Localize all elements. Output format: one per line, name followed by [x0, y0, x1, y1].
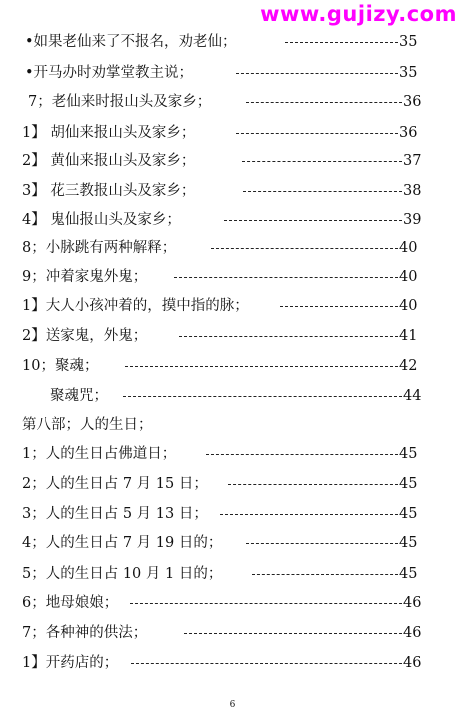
toc-entry	[0, 652, 465, 674]
toc-entry-page: 45	[399, 446, 418, 462]
toc-entry	[0, 443, 465, 465]
toc-entry-page: 46	[403, 595, 422, 611]
toc-entry-title: 6；地母娘娘；	[22, 595, 119, 611]
toc-entry-page: 45	[399, 506, 418, 522]
page-number: 6	[229, 700, 236, 710]
toc-leader	[211, 248, 398, 249]
toc-leader	[285, 42, 398, 43]
toc-entry-title: 1】大人小孩冲着的，摸中指的脉；	[22, 298, 249, 314]
toc-entry	[0, 385, 465, 407]
toc-entry	[0, 414, 465, 436]
toc-entry-page: 39	[403, 212, 422, 228]
toc-leader	[228, 484, 398, 485]
toc-entry	[0, 180, 465, 202]
toc-entry-title: 7；老仙来时报山头及家乡；	[28, 94, 212, 110]
toc-entry-title: 4】 鬼仙报山头及家乡；	[22, 212, 181, 228]
toc-leader	[280, 306, 398, 307]
toc-entry-title: 8；小脉跳有两种解释；	[22, 240, 177, 256]
toc-entry-page: 36	[403, 94, 422, 110]
toc-entry-title: •如果老仙来了不报名，劝老仙；	[25, 34, 237, 50]
toc-leader	[123, 396, 402, 397]
toc-entry	[0, 592, 465, 614]
toc-entry-title: 2】 黄仙来报山头及家乡；	[22, 153, 196, 169]
toc-entry-page: 45	[399, 476, 418, 492]
toc-leader	[246, 543, 398, 544]
toc-entry	[0, 355, 465, 377]
toc-entry-title: 10；聚魂；	[22, 358, 99, 374]
toc-entry	[0, 532, 465, 554]
toc-leader	[242, 161, 402, 162]
toc-entry	[0, 473, 465, 495]
toc-leader	[184, 633, 402, 634]
toc-leader	[224, 220, 402, 221]
toc-entry-page: 40	[399, 298, 418, 314]
toc-entry	[0, 62, 465, 84]
toc-entry-title: 第八部；人的生日；	[22, 417, 153, 433]
toc-entry-title: 1】开药店的；	[22, 655, 119, 671]
toc-leader	[246, 102, 402, 103]
toc-leader	[125, 366, 398, 367]
toc-entry	[0, 563, 465, 585]
toc-entry-page: 41	[399, 328, 418, 344]
toc-entry-title: 1；人的生日占佛道日；	[22, 446, 177, 462]
toc-entry-title: 5；人的生日占 10 月 1 日的；	[22, 566, 223, 582]
toc-entry-page: 40	[399, 269, 418, 285]
toc-entry	[0, 31, 465, 53]
toc-entry-title: 2；人的生日占 7 月 15 日；	[22, 476, 208, 492]
toc-entry-title: 3；人的生日占 5 月 13 日；	[22, 506, 208, 522]
toc-entry-page: 40	[399, 240, 418, 256]
toc-entry-title: 聚魂咒；	[50, 388, 108, 404]
toc-entry	[0, 503, 465, 525]
toc-entry-title: •开马办时劝掌堂教主说；	[25, 65, 194, 81]
toc-entry-title: 3】 花三教报山头及家乡；	[22, 183, 196, 199]
toc-entry-title: 1】 胡仙来报山头及家乡；	[22, 125, 196, 141]
toc-leader	[236, 133, 398, 134]
toc-entry	[0, 122, 465, 144]
watermark: www.gujizy.com	[260, 2, 457, 26]
toc-entry	[0, 622, 465, 644]
toc-leader	[243, 191, 402, 192]
toc-leader	[174, 277, 398, 278]
toc-entry-page: 45	[399, 566, 418, 582]
toc-entry	[0, 150, 465, 172]
toc-entry-page: 38	[403, 183, 422, 199]
toc-entry	[0, 325, 465, 347]
toc-entry-title: 7；各种神的供法；	[22, 625, 148, 641]
toc-entry-title: 2】送家鬼，外鬼；	[22, 328, 148, 344]
toc-entry-page: 46	[403, 655, 422, 671]
toc-entry	[0, 91, 465, 113]
toc-entry-page: 37	[403, 153, 422, 169]
toc-entry-title: 4；人的生日占 7 月 19 日的；	[22, 535, 223, 551]
toc-entry	[0, 266, 465, 288]
toc-leader	[130, 603, 402, 604]
toc-entry-page: 35	[399, 34, 418, 50]
toc-leader	[252, 574, 398, 575]
toc-leader	[220, 514, 398, 515]
toc-entry	[0, 237, 465, 259]
toc-entry	[0, 295, 465, 317]
toc-entry-page: 44	[403, 388, 422, 404]
toc-entry-page: 45	[399, 535, 418, 551]
toc-entry-title: 9；冲着家鬼外鬼；	[22, 269, 148, 285]
toc-leader	[179, 336, 398, 337]
toc-leader	[131, 663, 402, 664]
toc-entry-page: 36	[399, 125, 418, 141]
toc-entry-page: 35	[399, 65, 418, 81]
toc-entry	[0, 209, 465, 231]
toc-leader	[206, 454, 398, 455]
toc-entry-page: 42	[399, 358, 418, 374]
toc-entry-page: 46	[403, 625, 422, 641]
toc-leader	[236, 73, 398, 74]
